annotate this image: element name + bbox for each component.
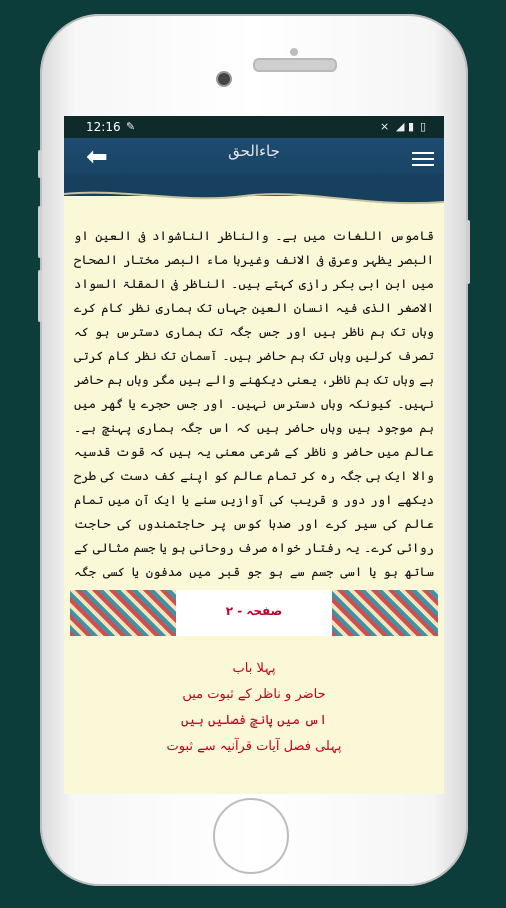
battery-icon: ▯ (420, 120, 427, 133)
arrow-left-icon: ⬅ (86, 142, 108, 172)
chapter-subtitle: حاضر و ناظر کے ثبوت میں (182, 687, 326, 702)
mute-icon: ⨯ (380, 120, 390, 133)
page-banner (70, 590, 438, 636)
status-time: 12:16 (86, 120, 121, 134)
app-screen (64, 116, 444, 794)
earpiece-speaker (253, 58, 337, 72)
page-number-label: صفحہ - ۲ (225, 604, 283, 618)
back-button[interactable] (86, 144, 108, 170)
chapter-heading (64, 656, 444, 760)
volume-up-button (38, 206, 42, 258)
hamburger-menu-icon (412, 152, 434, 154)
chapter-sections-note: اس میں پانچ فصلیں ہیں (180, 713, 328, 728)
home-button[interactable] (213, 828, 293, 908)
sensor-dot (290, 48, 298, 56)
app-logo: جاءالحق (228, 142, 280, 160)
article-text (74, 224, 434, 632)
front-camera (216, 71, 232, 87)
mute-switch (38, 150, 42, 178)
status-bar (64, 116, 444, 138)
signal-icon: ▮ (408, 120, 415, 133)
volume-down-button (38, 270, 42, 322)
menu-button[interactable] (412, 152, 434, 168)
wrench-icon: ✎ (126, 120, 136, 133)
chapter-first-section: پہلی فصل آیات قرآنیہ سے ثبوت (166, 739, 342, 754)
power-button (466, 220, 470, 284)
chapter-title: پہلا باب (232, 661, 276, 676)
article-paragraph: قاموس اللغات میں ہے۔ والناظر الناشواد فی العین او البصر یظہر وعرق فی الانف وغیرہا ماء البصر مختار الصحاح میں ابن ابی بکر رازی کہتے ہیں۔ الناظر فی المقلۃ السواد الاصغر الذی فیہ انسان العین جہاں تک ہماری نظر کام کرے وہاں تک ہم ناظر ہیں اور جس جگہ تک ہماری دسترس ہو کہ تصرف کرلیں وہاں تک ہم حاضر ہیں۔ آسمان تک نظر کام کرتی ہے وہاں تک ہم ناظر، یعنی دیکھنے والے ہیں مگر وہاں ہم حاضر نہیں۔ کیونکہ وہاں دسترس نہیں۔ اور جس حجرے یا گھر میں ہم موجود ہیں وہاں حاضر ہیں کہ اس جگہ ہماری پہنچ ہے۔ عالم میں حاضر و ناظر کے شرعی معنی یہ ہیں کہ قوت قدسیہ والا ایک ہی جگہ رہ کر تمام عالم کو اپنے کف دست کی طرح دیکھے اور دور و قریب کی آوازیں سنے یا ایک آن میں تمام عالم کی سیر کرے اور صدہا کوس پر حاجتمندوں کی حاجت روائی کرے۔ یہ رفتار خواہ صرف روحانی ہو یا جسم مثالی کے ساتھ ہو یا اسی جسم سے ہو جو قبر میں مدفون یا کسی جگہ (74, 228, 434, 579)
wifi-icon: ◢ (396, 120, 405, 133)
home-button-ring (213, 798, 289, 874)
header-wave-decoration (64, 174, 444, 214)
